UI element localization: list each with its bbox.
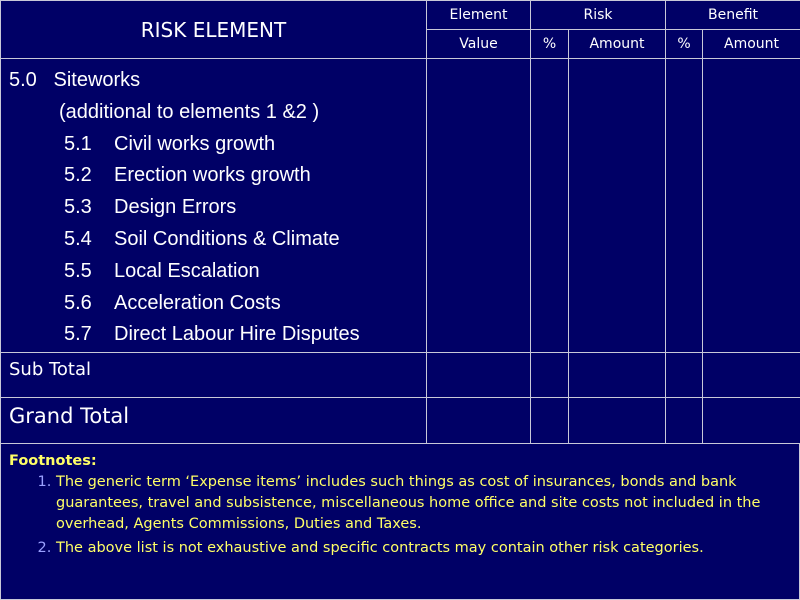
element-value-cell xyxy=(427,59,531,353)
list-item xyxy=(9,129,426,161)
section-heading-label: Siteworks xyxy=(53,69,141,91)
list-item xyxy=(9,224,426,256)
item-label: Direct Labour Hire Disputes xyxy=(114,323,360,346)
footnote-item: 2. The above list is not exhaustive and specific contracts may contain other risk categories. xyxy=(56,538,787,559)
benefit-amount-header: Amount xyxy=(703,30,800,59)
item-number: 5.3 xyxy=(64,196,92,219)
list-item xyxy=(9,160,426,192)
list-item xyxy=(9,319,426,351)
siteworks-row xyxy=(1,59,800,353)
risk-header: Risk xyxy=(531,1,666,30)
element-header-line2: Value xyxy=(427,30,531,59)
section-heading-number: 5.0 xyxy=(9,69,37,91)
list-item xyxy=(9,192,426,224)
benefit-header: Benefit xyxy=(666,1,800,30)
risk-amount-cell xyxy=(569,59,666,353)
risk-element-header: RISK ELEMENT xyxy=(1,1,427,59)
footnotes-title: Footnotes: xyxy=(9,453,97,469)
item-number: 5.2 xyxy=(64,164,92,187)
footnote-item: 1. The generic term ‘Expense items’ includes such things as cost of insurances, bonds and bank guarantees, travel and subsistence, miscellaneous home office and site costs not included in the overhead, Agents Commissions, Duties and Taxes. xyxy=(56,472,787,535)
subtotal-benefit-amount-cell xyxy=(703,353,800,398)
item-number: 5.1 xyxy=(64,132,92,155)
list-item xyxy=(9,256,426,288)
risk-amount-header: Amount xyxy=(569,30,666,59)
list-item xyxy=(9,288,426,320)
item-number: 5.5 xyxy=(64,259,92,282)
subtotal-risk-percent-cell xyxy=(531,353,569,398)
section-heading xyxy=(9,65,426,97)
item-label: Soil Conditions & Climate xyxy=(114,227,340,250)
section-note: (additional to elements 1 &2 ) xyxy=(59,100,320,123)
element-header-line1: Element xyxy=(427,1,531,30)
siteworks-cell xyxy=(1,59,427,353)
grandtotal-benefit-amount-cell xyxy=(703,398,800,444)
footnotes-box xyxy=(0,443,800,600)
risk-percent-header: % xyxy=(531,30,569,59)
item-label: Local Escalation xyxy=(114,259,260,282)
item-number: 5.4 xyxy=(64,227,92,250)
grandtotal-benefit-percent-cell xyxy=(666,398,703,444)
grandtotal-risk-amount-cell xyxy=(569,398,666,444)
subtotal-row xyxy=(1,353,800,398)
grandtotal-element-value-cell xyxy=(427,398,531,444)
risk-percent-cell xyxy=(531,59,569,353)
item-label: Design Errors xyxy=(114,196,237,219)
footnotes-list xyxy=(1,472,799,559)
benefit-percent-cell xyxy=(666,59,703,353)
subtotal-risk-amount-cell xyxy=(569,353,666,398)
grandtotal-label: Grand Total xyxy=(1,398,427,444)
benefit-percent-header: % xyxy=(666,30,703,59)
subtotal-element-value-cell xyxy=(427,353,531,398)
header-row-1 xyxy=(1,1,800,30)
item-number: 5.6 xyxy=(64,291,92,314)
item-label: Erection works growth xyxy=(114,164,311,187)
item-label: Civil works growth xyxy=(114,132,276,155)
subtotal-label: Sub Total xyxy=(1,353,427,398)
subtotal-benefit-percent-cell xyxy=(666,353,703,398)
item-label: Acceleration Costs xyxy=(114,291,281,314)
grandtotal-risk-percent-cell xyxy=(531,398,569,444)
item-number: 5.7 xyxy=(64,323,92,346)
grandtotal-row xyxy=(1,398,800,444)
benefit-amount-cell xyxy=(703,59,800,353)
siteworks-list xyxy=(1,59,426,351)
